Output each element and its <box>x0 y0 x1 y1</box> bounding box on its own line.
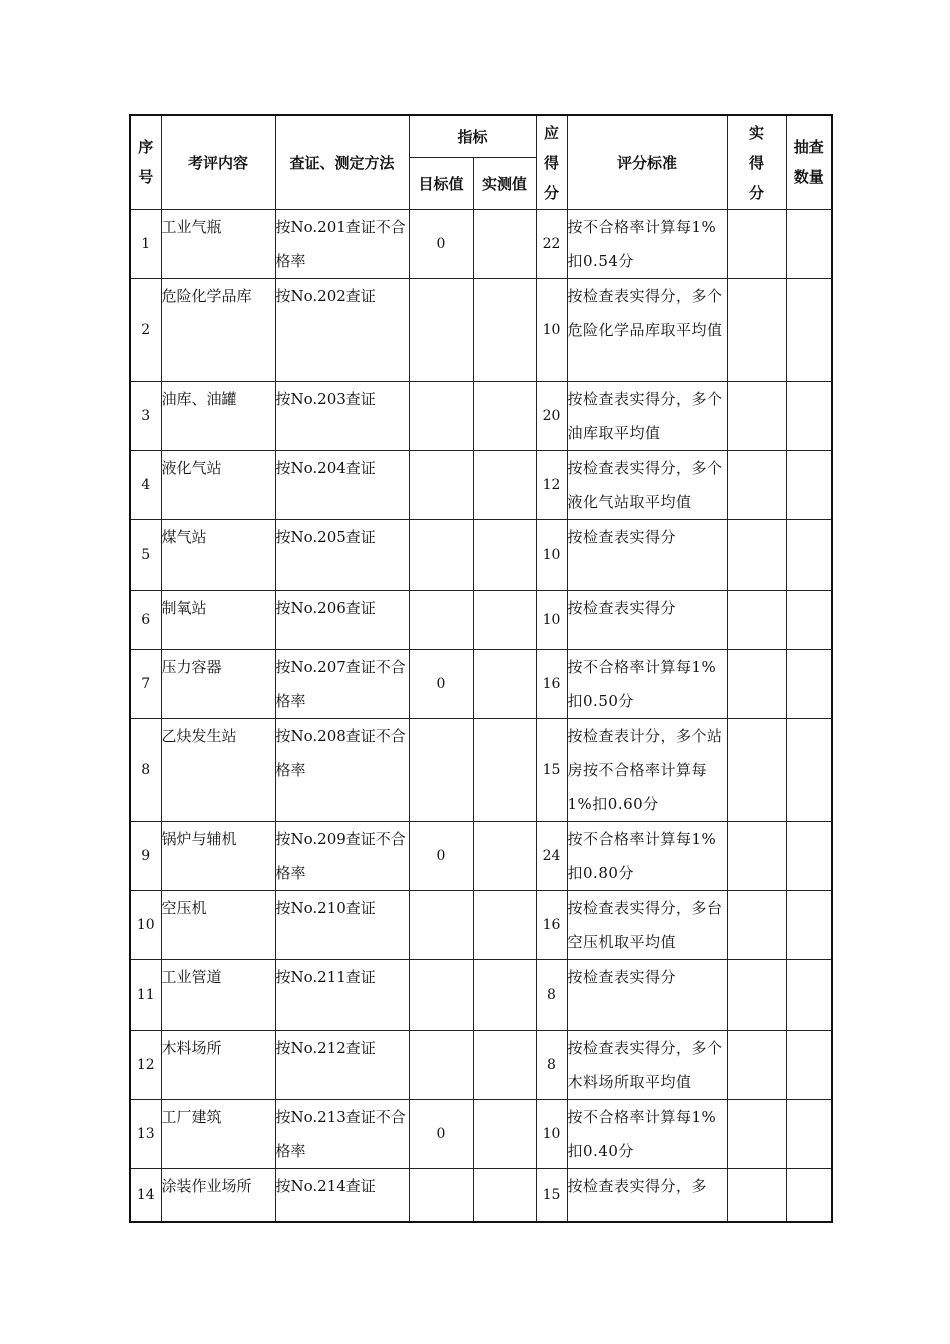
row-seq: 12 <box>130 1030 161 1099</box>
row-sample <box>786 1168 832 1222</box>
row-criteria: 按不合格率计算每1%扣0.80分 <box>567 821 727 890</box>
row-measured <box>473 890 536 959</box>
row-sample <box>786 381 832 450</box>
table-row <box>130 1168 832 1222</box>
row-should-score: 10 <box>536 278 567 381</box>
row-content: 压力容器 <box>161 649 275 718</box>
row-criteria: 按检查表实得分 <box>567 519 727 590</box>
row-sample <box>786 649 832 718</box>
row-measured <box>473 1099 536 1168</box>
row-seq: 3 <box>130 381 161 450</box>
row-criteria: 按检查表实得分，多个危险化学品库取平均值 <box>567 278 727 381</box>
table-row <box>130 381 832 450</box>
row-seq: 13 <box>130 1099 161 1168</box>
row-target <box>409 381 473 450</box>
row-should-score: 10 <box>536 590 567 649</box>
header-content: 考评内容 <box>161 115 275 209</box>
row-seq: 8 <box>130 718 161 821</box>
row-criteria: 按检查表计分，多个站房按不合格率计算每1%扣0.60分 <box>567 718 727 821</box>
row-content: 锅炉与辅机 <box>161 821 275 890</box>
row-sample <box>786 959 832 1030</box>
row-actual-score <box>727 381 786 450</box>
row-seq: 4 <box>130 450 161 519</box>
table-row <box>130 890 832 959</box>
row-should-score: 20 <box>536 381 567 450</box>
row-actual-score <box>727 519 786 590</box>
header-measured: 实测值 <box>473 157 536 209</box>
row-content: 液化气站 <box>161 450 275 519</box>
row-content: 煤气站 <box>161 519 275 590</box>
row-target <box>409 890 473 959</box>
row-seq: 7 <box>130 649 161 718</box>
row-should-score: 16 <box>536 890 567 959</box>
row-sample <box>786 278 832 381</box>
row-actual-score <box>727 890 786 959</box>
row-measured <box>473 718 536 821</box>
row-content: 油库、油罐 <box>161 381 275 450</box>
row-measured <box>473 1168 536 1222</box>
row-actual-score <box>727 209 786 278</box>
table-row <box>130 1030 832 1099</box>
header-should-score: 应 得 分 <box>536 115 567 209</box>
row-target <box>409 959 473 1030</box>
row-actual-score <box>727 1099 786 1168</box>
table-row <box>130 959 832 1030</box>
row-actual-score <box>727 1030 786 1099</box>
row-actual-score <box>727 718 786 821</box>
row-target: 0 <box>409 821 473 890</box>
row-method: 按No.209查证不合格率 <box>275 821 409 890</box>
row-criteria: 按检查表实得分，多个油库取平均值 <box>567 381 727 450</box>
header-row-top <box>130 115 832 157</box>
row-should-score: 10 <box>536 1099 567 1168</box>
row-content: 木料场所 <box>161 1030 275 1099</box>
row-measured <box>473 381 536 450</box>
row-target: 0 <box>409 649 473 718</box>
row-measured <box>473 450 536 519</box>
row-method: 按No.205查证 <box>275 519 409 590</box>
row-should-score: 10 <box>536 519 567 590</box>
row-actual-score <box>727 278 786 381</box>
row-criteria: 按检查表实得分，多个木料场所取平均值 <box>567 1030 727 1099</box>
evaluation-table <box>129 114 833 1223</box>
row-method: 按No.202查证 <box>275 278 409 381</box>
row-sample <box>786 519 832 590</box>
row-criteria: 按不合格率计算每1%扣0.40分 <box>567 1099 727 1168</box>
row-actual-score <box>727 649 786 718</box>
row-content: 空压机 <box>161 890 275 959</box>
header-method: 查证、测定方法 <box>275 115 409 209</box>
row-content: 工业气瓶 <box>161 209 275 278</box>
row-seq: 2 <box>130 278 161 381</box>
row-method: 按No.212查证 <box>275 1030 409 1099</box>
row-should-score: 16 <box>536 649 567 718</box>
row-content: 工业管道 <box>161 959 275 1030</box>
row-sample <box>786 209 832 278</box>
row-criteria: 按不合格率计算每1%扣0.54分 <box>567 209 727 278</box>
table-row <box>130 718 832 821</box>
row-criteria: 按检查表实得分 <box>567 590 727 649</box>
row-target <box>409 278 473 381</box>
row-measured <box>473 959 536 1030</box>
row-seq: 9 <box>130 821 161 890</box>
row-measured <box>473 519 536 590</box>
header-target: 目标值 <box>409 157 473 209</box>
row-method: 按No.211查证 <box>275 959 409 1030</box>
row-method: 按No.214查证 <box>275 1168 409 1222</box>
row-seq: 11 <box>130 959 161 1030</box>
header-sample: 抽查 数量 <box>786 115 832 209</box>
row-criteria: 按检查表实得分 <box>567 959 727 1030</box>
row-method: 按No.204查证 <box>275 450 409 519</box>
row-actual-score <box>727 959 786 1030</box>
table-row <box>130 821 832 890</box>
row-method: 按No.201查证不合格率 <box>275 209 409 278</box>
row-content: 乙炔发生站 <box>161 718 275 821</box>
row-measured <box>473 209 536 278</box>
row-sample <box>786 1030 832 1099</box>
row-target <box>409 1168 473 1222</box>
row-measured <box>473 821 536 890</box>
table-row <box>130 450 832 519</box>
row-target <box>409 718 473 821</box>
table-row <box>130 649 832 718</box>
row-actual-score <box>727 590 786 649</box>
row-should-score: 22 <box>536 209 567 278</box>
table-row <box>130 519 832 590</box>
row-should-score: 24 <box>536 821 567 890</box>
row-should-score: 15 <box>536 718 567 821</box>
row-target <box>409 450 473 519</box>
header-indicator: 指标 <box>409 115 536 157</box>
row-method: 按No.213查证不合格率 <box>275 1099 409 1168</box>
row-method: 按No.210查证 <box>275 890 409 959</box>
row-sample <box>786 450 832 519</box>
row-sample <box>786 890 832 959</box>
row-criteria: 按检查表实得分，多个液化气站取平均值 <box>567 450 727 519</box>
row-target: 0 <box>409 1099 473 1168</box>
row-method: 按No.208查证不合格率 <box>275 718 409 821</box>
row-method: 按No.203查证 <box>275 381 409 450</box>
row-measured <box>473 278 536 381</box>
row-sample <box>786 718 832 821</box>
row-target <box>409 1030 473 1099</box>
row-sample <box>786 590 832 649</box>
row-target <box>409 519 473 590</box>
table-row <box>130 278 832 381</box>
row-content: 工厂建筑 <box>161 1099 275 1168</box>
row-should-score: 15 <box>536 1168 567 1222</box>
row-seq: 6 <box>130 590 161 649</box>
row-criteria: 按不合格率计算每1%扣0.50分 <box>567 649 727 718</box>
row-should-score: 12 <box>536 450 567 519</box>
row-content: 涂装作业场所 <box>161 1168 275 1222</box>
row-method: 按No.207查证不合格率 <box>275 649 409 718</box>
row-target: 0 <box>409 209 473 278</box>
row-actual-score <box>727 1168 786 1222</box>
row-seq: 10 <box>130 890 161 959</box>
row-should-score: 8 <box>536 959 567 1030</box>
header-criteria: 评分标准 <box>567 115 727 209</box>
row-measured <box>473 649 536 718</box>
row-criteria: 按检查表实得分，多台空压机取平均值 <box>567 890 727 959</box>
row-seq: 1 <box>130 209 161 278</box>
row-measured <box>473 590 536 649</box>
row-should-score: 8 <box>536 1030 567 1099</box>
row-method: 按No.206查证 <box>275 590 409 649</box>
row-target <box>409 590 473 649</box>
row-actual-score <box>727 821 786 890</box>
table-row <box>130 1099 832 1168</box>
row-seq: 14 <box>130 1168 161 1222</box>
row-measured <box>473 1030 536 1099</box>
row-content: 制氧站 <box>161 590 275 649</box>
row-sample <box>786 1099 832 1168</box>
table-row <box>130 209 832 278</box>
row-criteria: 按检查表实得分，多 <box>567 1168 727 1222</box>
header-actual-score: 实 得 分 <box>727 115 786 209</box>
row-sample <box>786 821 832 890</box>
header-seq: 序 号 <box>130 115 161 209</box>
table-row <box>130 590 832 649</box>
row-seq: 5 <box>130 519 161 590</box>
row-content: 危险化学品库 <box>161 278 275 381</box>
row-actual-score <box>727 450 786 519</box>
